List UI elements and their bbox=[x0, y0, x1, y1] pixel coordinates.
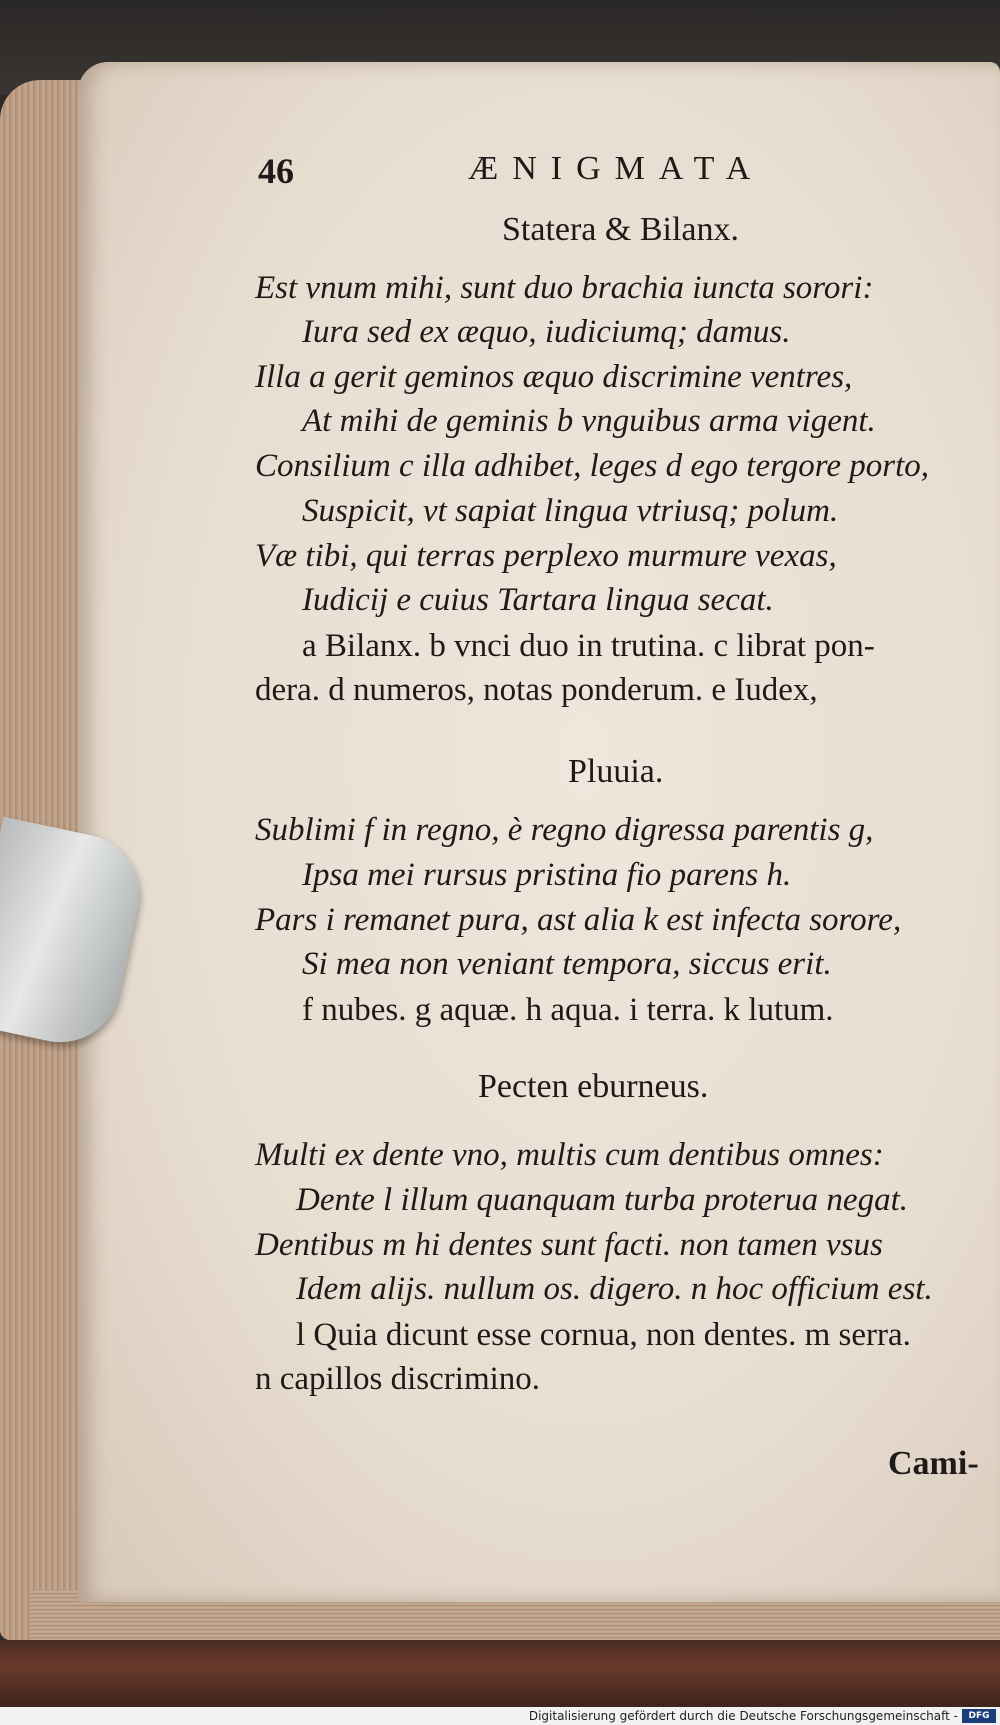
note-line: dera. d numeros, notas ponderum. e Iudex, bbox=[255, 672, 818, 708]
section-title: Statera & Bilanx. bbox=[502, 211, 740, 248]
running-title: ÆNIGMATA bbox=[468, 150, 765, 187]
section-title: Pluuia. bbox=[568, 753, 664, 790]
verse-line: Idem alijs. nullum os. digero. n hoc officium est. bbox=[296, 1271, 933, 1307]
note-line: n capillos discrimino. bbox=[255, 1361, 541, 1397]
verse-line: Iura sed ex æquo, iudiciumq; damus. bbox=[302, 314, 791, 350]
page-number: 46 bbox=[258, 151, 294, 191]
verse-line: Est vnum mihi, sunt duo brachia iuncta sorori: bbox=[255, 270, 874, 306]
verse-line: Dente l illum quanquam turba proterua negat. bbox=[296, 1182, 908, 1218]
note-line: a Bilanx. b vnci duo in trutina. c librat pon- bbox=[302, 628, 875, 664]
catchword: Cami- bbox=[888, 1445, 979, 1482]
verse-line: Illa a gerit geminos æquo discrimine ventres, bbox=[255, 359, 853, 395]
dfg-logo: DFG bbox=[962, 1709, 996, 1723]
note-line: f nubes. g aquæ. h aqua. i terra. k lutum. bbox=[302, 992, 834, 1028]
verse-line: Consilium c illa adhibet, leges d ego tergore porto, bbox=[255, 448, 929, 484]
verse-line: Dentibus m hi dentes sunt facti. non tamen vsus bbox=[255, 1227, 883, 1263]
verse-line: Pars i remanet pura, ast alia k est infecta sorore, bbox=[255, 902, 902, 938]
verse-line: Suspicit, vt sapiat lingua vtriusq; polum. bbox=[302, 493, 839, 529]
note-line: l Quia dicunt esse cornua, non dentes. m serra. bbox=[296, 1317, 911, 1353]
verse-line: Multi ex dente vno, multis cum dentibus omnes: bbox=[255, 1137, 884, 1173]
section-title: Pecten eburneus. bbox=[478, 1068, 709, 1105]
verse-line: At mihi de geminis b vnguibus arma vigent. bbox=[302, 403, 876, 439]
verse-line: Ipsa mei rursus pristina fio parens h. bbox=[302, 857, 792, 893]
verse-line: Si mea non veniant tempora, siccus erit. bbox=[302, 946, 832, 982]
verse-line: Iudicij e cuius Tartara lingua secat. bbox=[302, 582, 774, 618]
verse-line: Sublimi f in regno, è regno digressa parentis g, bbox=[255, 812, 874, 848]
footer-credit: Digitalisierung gefördert durch die Deutsche Forschungsgemeinschaft - bbox=[528, 1709, 958, 1723]
verse-line: Væ tibi, qui terras perplexo murmure vexas, bbox=[255, 538, 837, 574]
